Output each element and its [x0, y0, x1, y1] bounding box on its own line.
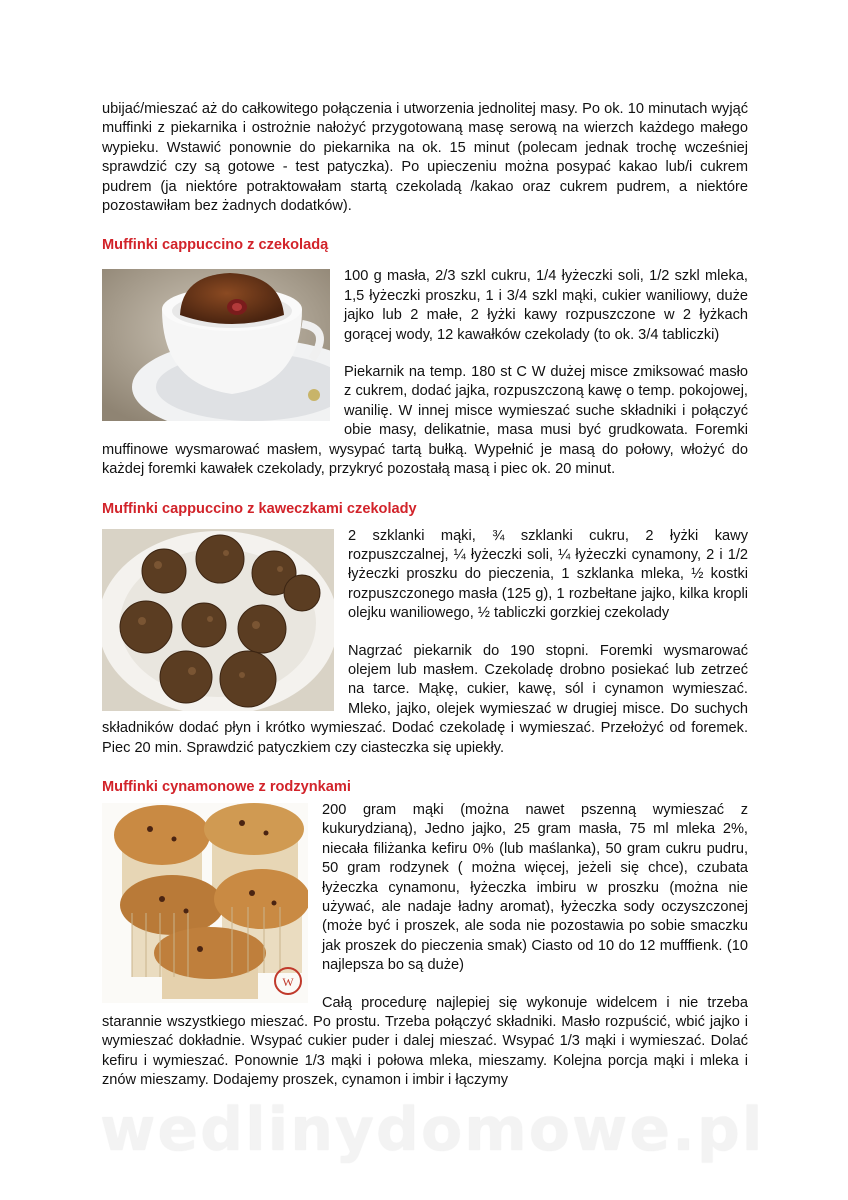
recipe-title-cappuccino-chocolate: Muffinki cappuccino z czekoladą — [102, 237, 329, 254]
photo-cinnamon-muffins — [102, 803, 308, 1008]
intro-paragraph: ubijać/mieszać aż do całkowitego połączenia i utworzenia jednolitej masy. Po ok. 10 minutach wyjąć muffinki z piekarnika i ostrożnie nałożyć przygotowaną masę serową na wierzch każdego małego wypieku. Wstawić ponownie do piekarnika na ok. 15 minut (polecam jednak trochę wcześniej sprawdzić czy są gotowe - test patyczka). Po upieczeniu można posypać kakao lub/i cukrem pudrem (ja niektóre potraktowałam startą czekoladą /kakao oraz cukrem pudrem, a niektóre pozostawiłam bez żadnych dodatków). — [102, 101, 748, 215]
photo-stamp-label: W — [282, 974, 294, 989]
recipe-method-cappuccino-chocolate-chips: Nagrzać piekarnik do 190 stopni. Foremki wysmarować olejem lub masłem. Czekoladę drobno posiekać lub zetrzeć na tarce. Mąkę, cukier, kawę, sól i cynamon wymieszać. Mleko, jajko, olejek wymieszać w drugiej misce. Do suchych składników dodać płyn i krótko wymieszać. Dodać czekoladę i wymieszać. Przełożyć od foremek. Piec 20 min. Sprawdzić patyczkiem czy ciasteczka się upiekły. — [102, 642, 748, 756]
recipe-ingredients-cappuccino-chocolate: 100 g masła, 2/3 szkl cukru, 1/4 łyżeczki soli, 1/2 szkl mleka, 1,5 łyżeczki proszku, 1 i 3/4 szkl mąki, cukier waniliowy, duże jajko lub 2 małe, 2 łyżki kawy rozpuszczone w 2 łyżkach gorącej wody, 12 kawałków czekolady (to ok. 3/4 tabliczki) — [344, 268, 748, 343]
recipe-method-cinnamon-raisin: Całą procedurę najlepiej się wykonuje widelcem i nie trzeba starannie wszystkiego mieszać. Po prostu. Trzeba połączyć składniki. Masło rozpuścić, wbić jajko i wymieszać dokładnie. Wsypać cukier puder i dalej mieszać. Wsypać 1/3 mąki i wymieszać. Dolać kefiru i wymieszać. Ponownie 1/3 mąki i połowa mleka, mieszamy. Kolejna porcja mąki i mleka i znów mieszamy. Dodajemy proszek, cynamon i imbir i łączymy — [102, 994, 748, 1089]
photo-muffins-on-plate — [102, 529, 334, 716]
document-page — [102, 100, 748, 1091]
recipe-ingredients-cappuccino-chocolate-chips: 2 szklanki mąki, ¾ szklanki cukru, 2 łyżki kawy rozpuszczalnej, ¼ łyżeczki soli, ¼ łyżeczki cynamony, 2 i 1/2 łyżeczki proszku do pieczenia, 1 szklanka mleka, ½ kostki rozpuszczonego masła (125 g), 1 rozbełtane jajko, kilka kropli olejku waniliowego, ½ tabliczki gorzkiej czekolady — [348, 527, 748, 622]
photo-muffin-in-cup — [102, 269, 330, 426]
recipe-ingredients-cinnamon-raisin: 200 gram mąki (można nawet pszenną wymieszać z kukurydzianą), Jedno jajko, 25 gram masła, 75 ml mleka 2%, niecała filiżanka kefiru 0% (lub maślanka), 50 gram cukru pudru, 50 gram rodzynek ( można więcej, jeżeli się chce), czubata łyżeczka cynamonu, łyżeczka imbiru w proszku (można nie używać, ale nadaje ładny aromat), łyżeczka sody oczyszczonej (może być i proszek, ale soda nie pozostawia po sobie smaczku jak proszek do pieczenia smak) Ciasto od 10 do 12 mufffienk. (10 najlepsza bo są duże) — [322, 801, 748, 974]
recipe-title-cinnamon-raisin: Muffinki cynamonowe z rodzynkami — [102, 778, 351, 795]
recipe-method-cappuccino-chocolate: Piekarnik na temp. 180 st C W dużej misce zmiksować masło z cukrem, dodać jajka, rozpuszczoną kawę o temp. pokojowej, wanilię. W innej misce wymieszać suche składniki i połączyć obie masy, delikatnie, masa musi być grudkowata. Foremki muffinowe wysmarować masłem, wysypać tartą bułką. Wypełnić je masą do połowy, włożyć do każdej foremki kawałek czekolady, przykryć pozostałą masą i piec ok. 20 minut. — [102, 364, 748, 478]
site-watermark: wedlinydomowe.pl — [100, 1095, 765, 1165]
recipe-title-cappuccino-chocolate-chips: Muffinki cappuccino z kaweczkami czekolady — [102, 500, 417, 517]
